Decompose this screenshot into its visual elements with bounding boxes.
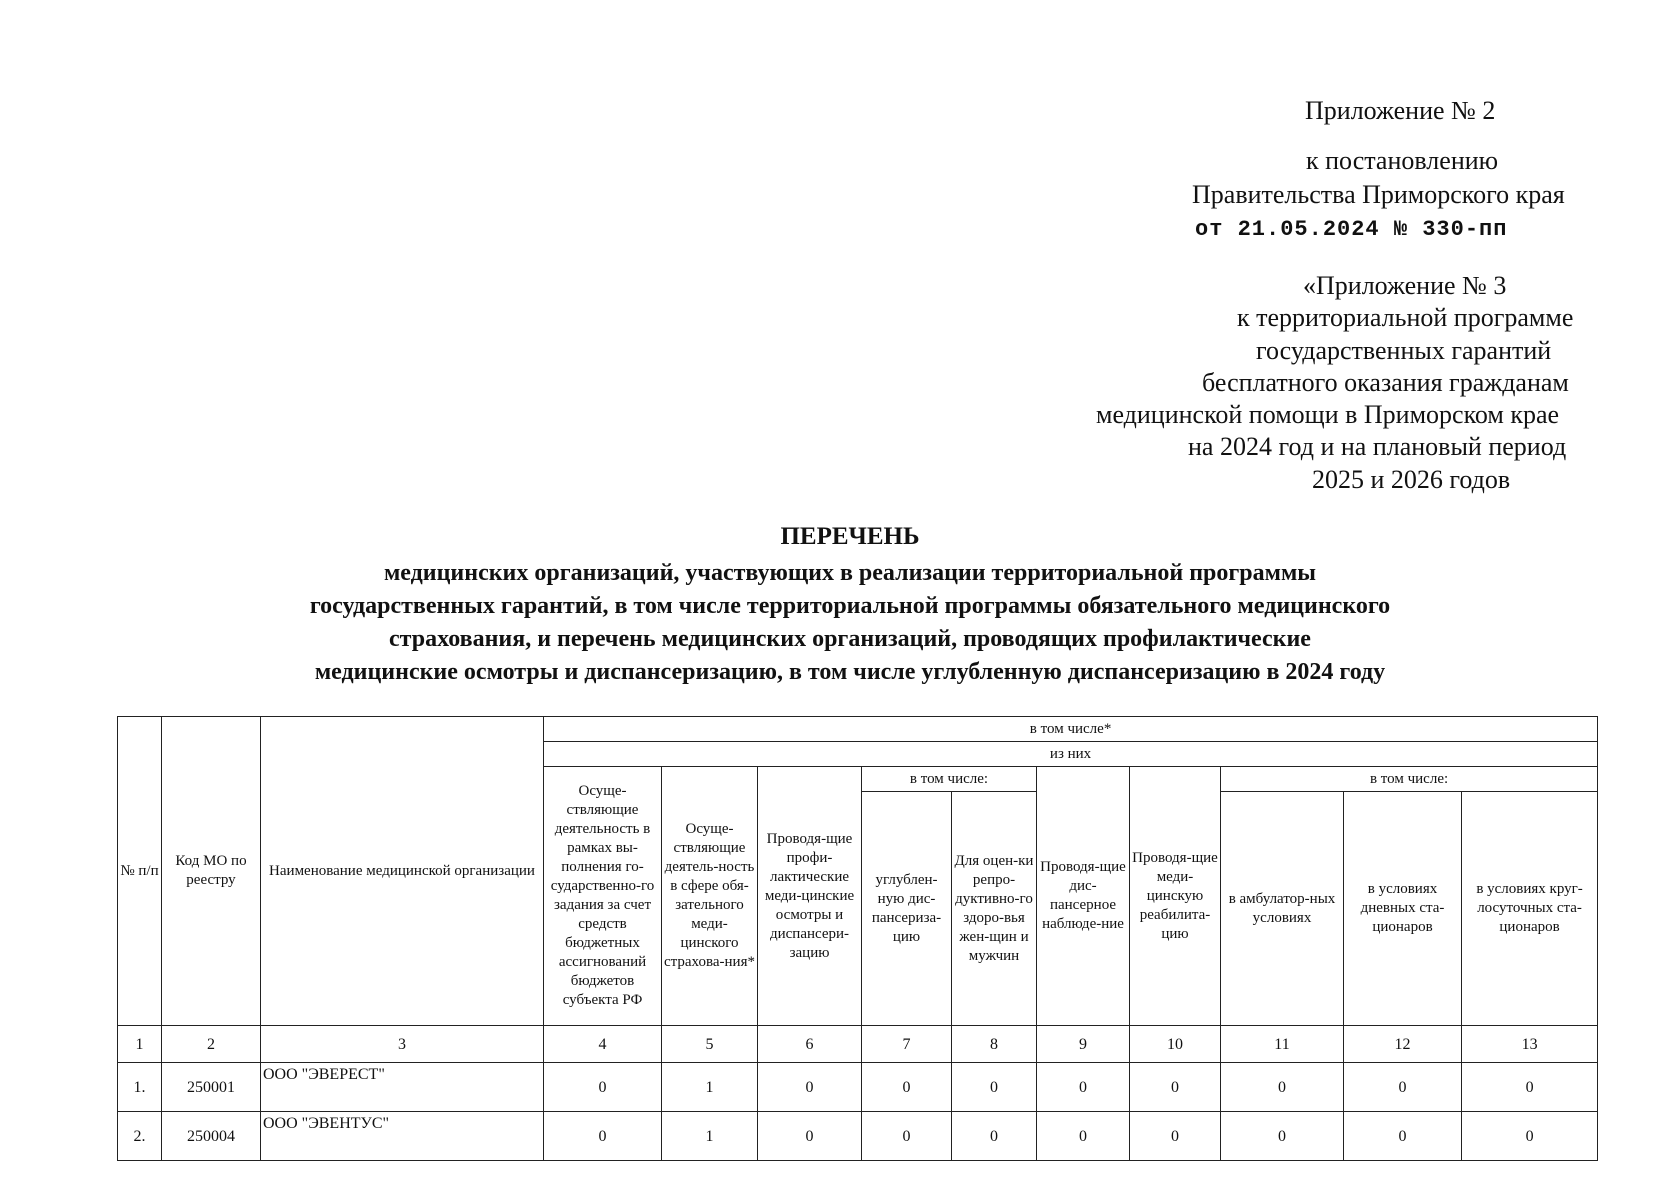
row-value: 0 [1344,1112,1462,1161]
decree-line: от 21.05.2024 № 330-пп [1195,217,1508,242]
col-header-oms: Осуще-ствляющие деятель-ность в сфере обя-зательного меди-цинского страхова-ния* [662,767,758,1026]
column-number: 11 [1221,1026,1344,1063]
appendix-label: Приложение № 2 [1305,96,1496,125]
column-number: 2 [162,1026,261,1063]
col-header-code: Код МО по реестру [162,717,261,1026]
row-value: 0 [862,1112,952,1161]
col-header-name: Наименование медицинской организации [261,717,544,1026]
col-header-deep: углублен-ную дис-пансериза-цию [862,792,952,1026]
quoted-appendix-line: государственных гарантий [1256,336,1552,365]
row-value: 0 [758,1063,862,1112]
column-number: 1 [118,1026,162,1063]
column-number: 12 [1344,1026,1462,1063]
group-header-incl-a: в том числе: [862,767,1037,792]
row-value: 0 [1221,1063,1344,1112]
column-number: 5 [662,1026,758,1063]
title-line: медицинские осмотры и диспансеризацию, в том числе углубленную диспансеризацию в 2024 году [314,659,1386,685]
row-number: 1. [118,1063,162,1112]
row-value: 0 [1462,1063,1598,1112]
column-number: 13 [1462,1026,1598,1063]
title-line: страхования, и перечень медицинских организаций, проводящих профилактические [389,626,1311,652]
row-value: 0 [544,1112,662,1161]
column-number: 9 [1037,1026,1130,1063]
col-header-no: № п/п [118,717,162,1026]
row-value: 0 [862,1063,952,1112]
row-value: 0 [1130,1063,1221,1112]
organizations-table [117,716,1598,1161]
row-number: 2. [118,1112,162,1161]
quoted-appendix-line: к территориальной программе [1237,303,1574,332]
row-value: 0 [1221,1112,1344,1161]
column-number: 4 [544,1026,662,1063]
column-numbers-row [118,1026,1598,1063]
resolution-line: к постановлению [1306,146,1499,175]
quoted-appendix-line: на 2024 год и на плановый период [1188,432,1567,461]
quoted-appendix-line: «Приложение № 3 [1303,271,1507,300]
row-value: 1 [662,1112,758,1161]
document-heading: ПЕРЕЧЕНЬ [780,523,920,550]
column-number: 7 [862,1026,952,1063]
col-header-round: в условиях круг-лосуточных ста-ционаров [1462,792,1598,1026]
col-header-amb: в амбулатор-ных условиях [1221,792,1344,1026]
row-value: 0 [952,1112,1037,1161]
group-header-incl-b: в том числе: [1221,767,1598,792]
group-header-incl: в том числе* [544,717,1598,742]
row-value: 0 [758,1112,862,1161]
col-header-observ: Проводя-щие дис-пансерное наблюде-ние [1037,767,1130,1026]
government-line: Правительства Приморского края [1192,180,1565,209]
quoted-appendix-line: медицинской помощи в Приморском крае [1096,400,1560,429]
group-header-of-them: из них [544,742,1598,767]
table-row [118,1063,1598,1112]
row-value: 0 [1344,1063,1462,1112]
column-number: 6 [758,1026,862,1063]
row-value: 0 [1130,1112,1221,1161]
row-value: 1 [662,1063,758,1112]
col-header-budget: Осуще-ствляющие деятельность в рамках вы-полнения го-сударственно-го задания за счет средств бюджетных ассигнований бюджетов субъекта РФ [544,767,662,1026]
row-org-name: ООО "ЭВЕНТУС" [261,1112,544,1161]
col-header-repro: Для оцен-ки репро-дуктивно-го здоро-вья жен-щин и мужчин [952,792,1037,1026]
row-value: 0 [1037,1063,1130,1112]
row-org-name: ООО "ЭВЕРЕСТ" [261,1063,544,1112]
row-value: 0 [952,1063,1037,1112]
title-line: государственных гарантий, в том числе территориальной программы обязательного медицинского [309,593,1391,619]
column-number: 3 [261,1026,544,1063]
title-line: медицинских организаций, участвующих в реализации территориальной программы [383,560,1317,586]
table-row [118,1112,1598,1161]
row-value: 0 [1462,1112,1598,1161]
col-header-rehab: Проводя-щие меди-цинскую реабилита-цию [1130,767,1221,1026]
row-value: 0 [544,1063,662,1112]
col-header-prof: Проводя-щие профи-лактические меди-цинские осмотры и диспансери-зацию [758,767,862,1026]
row-code: 250001 [162,1063,261,1112]
quoted-appendix-line: 2025 и 2026 годов [1312,465,1511,494]
row-code: 250004 [162,1112,261,1161]
quoted-appendix-line: бесплатного оказания гражданам [1202,368,1569,397]
col-header-day: в условиях дневных ста-ционаров [1344,792,1462,1026]
column-number: 8 [952,1026,1037,1063]
row-value: 0 [1037,1112,1130,1161]
column-number: 10 [1130,1026,1221,1063]
